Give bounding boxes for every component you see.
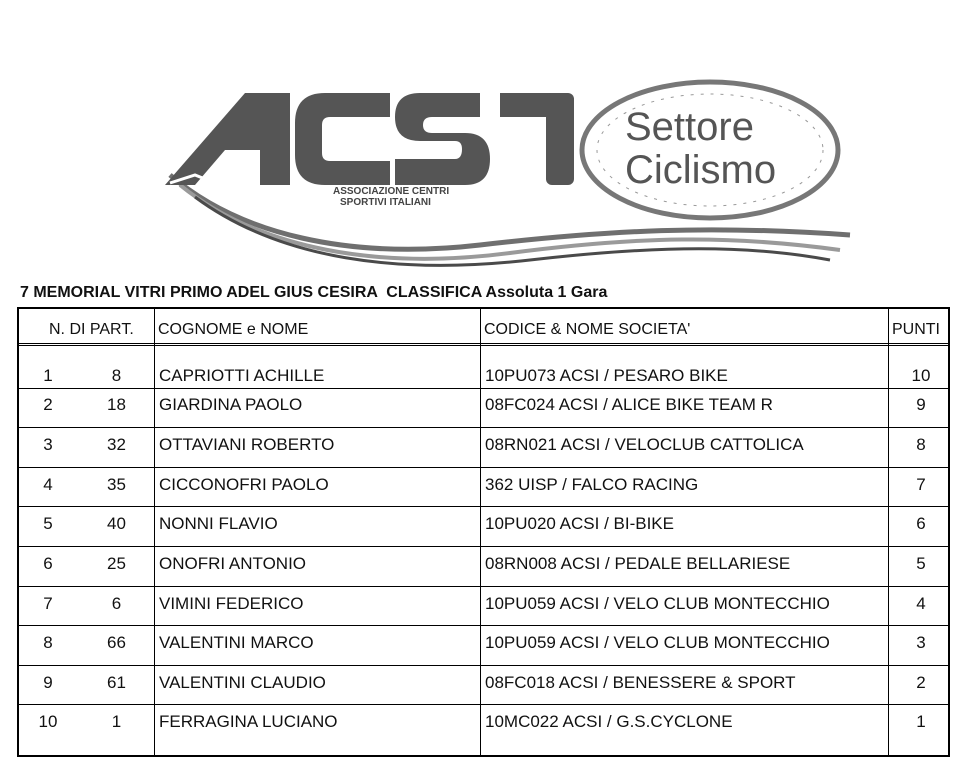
cell-participant-number: 35 bbox=[107, 474, 126, 494]
cell-participant-number: 66 bbox=[107, 633, 126, 653]
cell-position: 1 bbox=[43, 366, 53, 385]
cell-participant-number: 32 bbox=[107, 435, 126, 455]
cell-position: 9 bbox=[43, 672, 53, 692]
cell-club: 10PU059 ACSI / VELO CLUB MONTECCHIO bbox=[485, 593, 830, 613]
cell-club: 08FC018 ACSI / BENESSERE & SPORT bbox=[485, 672, 796, 692]
table-row bbox=[19, 468, 948, 508]
seal-settore: Settore bbox=[625, 105, 754, 149]
cell-participant-number: 1 bbox=[111, 712, 122, 732]
cell-points: 2 bbox=[916, 672, 926, 692]
cell-club: 10PU073 ACSI / PESARO BIKE bbox=[485, 366, 728, 385]
table-row bbox=[19, 428, 948, 468]
table-row bbox=[19, 349, 948, 389]
cell-points: 4 bbox=[916, 593, 926, 613]
cell-position: 3 bbox=[43, 435, 53, 455]
cell-club: 08RN008 ACSI / PEDALE BELLARIESE bbox=[485, 554, 791, 573]
cell-position: 6 bbox=[43, 554, 53, 573]
cell-name: VALENTINI MARCO bbox=[159, 633, 314, 653]
cell-points: 8 bbox=[916, 435, 926, 455]
cell-name: FERRAGINA LUCIANO bbox=[159, 712, 338, 732]
cell-name: ONOFRI ANTONIO bbox=[159, 554, 307, 573]
acsi-wordmark: ACSI bbox=[158, 89, 161, 90]
cell-club: 10PU020 ACSI / BI-BIKE bbox=[485, 514, 674, 534]
cell-points: 7 bbox=[916, 474, 926, 494]
acsi-subtitle-line2: SPORTIVI ITALIANI bbox=[340, 197, 431, 208]
cell-position: 4 bbox=[43, 474, 53, 494]
cell-club: 362 UISP / FALCO RACING bbox=[485, 474, 699, 494]
cell-points: 5 bbox=[916, 554, 926, 573]
table-row bbox=[19, 587, 948, 627]
cell-name: CICCONOFRI PAOLO bbox=[159, 474, 329, 494]
cell-club: 08RN021 ACSI / VELOCLUB CATTOLICA bbox=[485, 435, 804, 455]
cell-participant-number: 8 bbox=[111, 366, 122, 385]
cell-club: 08FC024 ACSI / ALICE BIKE TEAM R bbox=[485, 394, 773, 414]
header-points: PUNTI bbox=[892, 321, 940, 338]
cell-participant-number: 40 bbox=[107, 514, 126, 534]
cell-points: 10 bbox=[911, 366, 931, 385]
cell-points: 6 bbox=[916, 514, 926, 534]
table-row bbox=[19, 666, 948, 706]
cell-position: 8 bbox=[43, 633, 53, 653]
cell-points: 9 bbox=[916, 394, 926, 414]
page-title: 7 MEMORIAL VITRI PRIMO ADEL GIUS CESIRA CLASSIFICA Assoluta 1 Gara bbox=[20, 284, 608, 301]
cell-name: GIARDINA PAOLO bbox=[159, 394, 303, 414]
cell-name: VALENTINI CLAUDIO bbox=[159, 672, 326, 692]
cell-position: 10 bbox=[38, 712, 58, 732]
cell-participant-number: 61 bbox=[107, 672, 126, 692]
table-row bbox=[19, 705, 948, 745]
cell-name: NONNI FLAVIO bbox=[159, 514, 278, 534]
table-row bbox=[19, 626, 948, 666]
cell-position: 7 bbox=[43, 593, 53, 613]
acsi-settore-ciclismo-logo bbox=[150, 75, 855, 275]
cell-club: 10MC022 ACSI / G.S.CYCLONE bbox=[485, 712, 733, 732]
cell-name: OTTAVIANI ROBERTO bbox=[159, 435, 335, 455]
cell-name: CAPRIOTTI ACHILLE bbox=[159, 366, 325, 385]
table-row bbox=[19, 507, 948, 547]
table-row bbox=[19, 547, 948, 587]
table-row bbox=[19, 389, 948, 429]
cell-participant-number: 25 bbox=[107, 554, 126, 573]
cell-points: 3 bbox=[916, 633, 926, 653]
header-participant-number: N. DI PART. bbox=[49, 321, 134, 338]
header-club: CODICE & NOME SOCIETA' bbox=[484, 321, 691, 338]
cell-club: 10PU059 ACSI / VELO CLUB MONTECCHIO bbox=[485, 633, 830, 653]
acsi-subtitle-line1: ASSOCIAZIONE CENTRI bbox=[333, 186, 450, 197]
cell-participant-number: 6 bbox=[111, 593, 122, 613]
cell-position: 5 bbox=[43, 514, 53, 534]
cell-name: VIMINI FEDERICO bbox=[159, 593, 304, 613]
header-name: COGNOME e NOME bbox=[158, 321, 309, 338]
seal-ciclismo: Ciclismo bbox=[625, 148, 777, 192]
cell-participant-number: 18 bbox=[107, 394, 126, 414]
table-header-row bbox=[19, 309, 948, 346]
cell-position: 2 bbox=[43, 394, 53, 414]
cell-points: 1 bbox=[916, 712, 926, 732]
ranking-table bbox=[17, 307, 950, 757]
